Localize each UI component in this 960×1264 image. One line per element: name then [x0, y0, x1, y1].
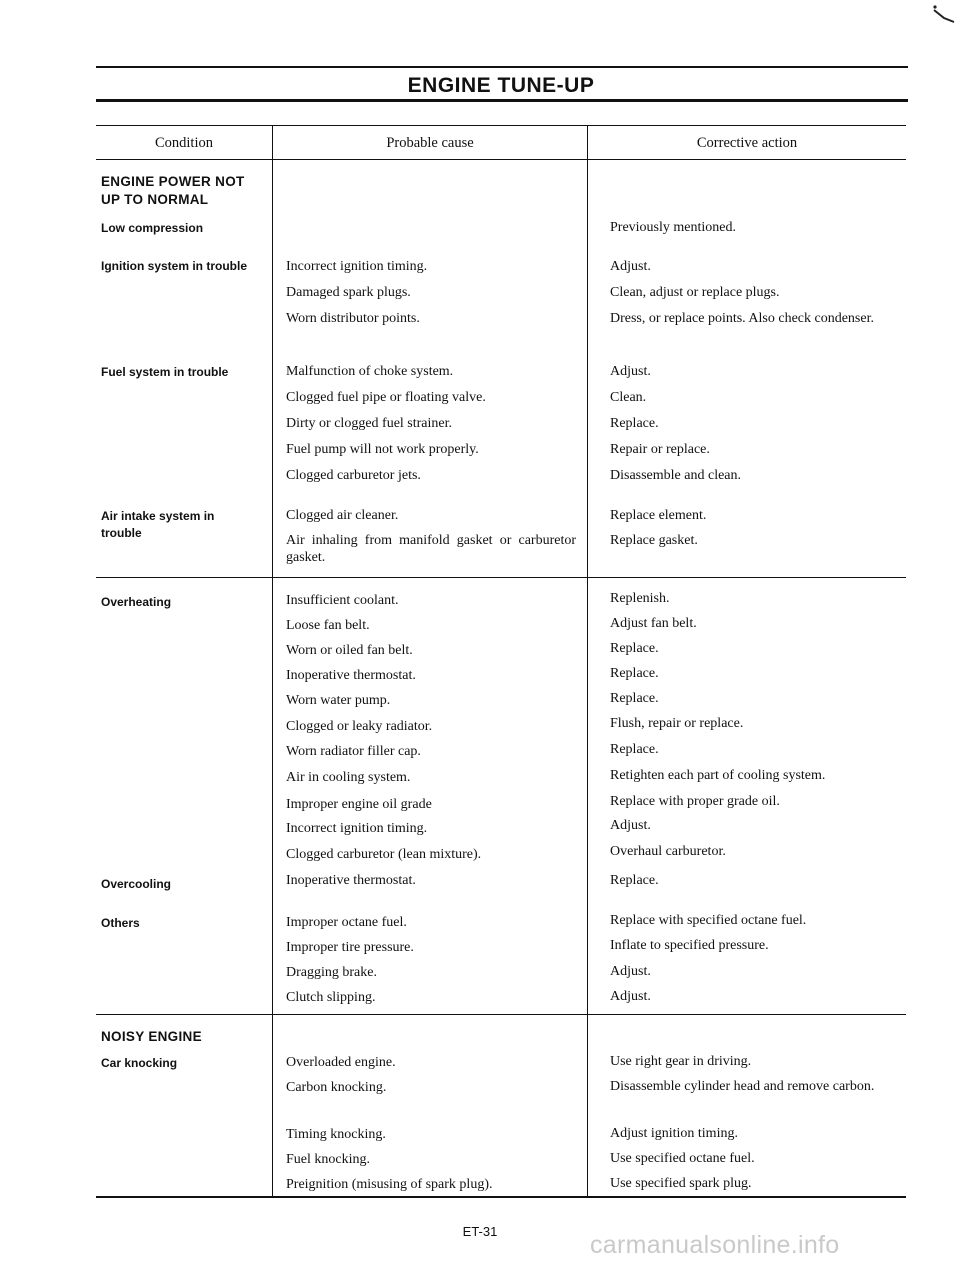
cause-item: Clogged or leaky radiator. — [286, 719, 433, 734]
action-item: Replace. — [610, 691, 659, 706]
action-item: Disassemble and clean. — [610, 468, 742, 483]
condition-car-knocking: Car knocking — [101, 1056, 178, 1070]
column-divider-right — [587, 125, 588, 1197]
condition-low-compression: Low compression — [101, 221, 204, 235]
action-item: Use right gear in driving. — [610, 1054, 752, 1069]
condition-others: Others — [101, 916, 140, 930]
section-heading-noisy-engine: NOISY ENGINE — [101, 1029, 202, 1044]
cause-item: Improper octane fuel. — [286, 915, 407, 930]
cause-item: Preignition (misusing of spark plug). — [286, 1177, 493, 1192]
cause-item: Fuel knocking. — [286, 1152, 370, 1167]
action-item: Inflate to specified pressure. — [610, 938, 769, 953]
column-divider-left — [272, 125, 273, 1197]
cause-item: Improper engine oil grade — [286, 797, 432, 812]
cause-item: Incorrect ignition timing. — [286, 259, 428, 274]
cause-item: Improper tire pressure. — [286, 940, 414, 955]
action-item: Use specified octane fuel. — [610, 1151, 755, 1166]
action-item: Adjust. — [610, 259, 651, 274]
action-item: Adjust fan belt. — [610, 616, 697, 631]
condition-overheating: Overheating — [101, 595, 172, 609]
cause-item: Damaged spark plugs. — [286, 285, 411, 300]
cause-item: Clogged fuel pipe or floating valve. — [286, 390, 486, 405]
action-item: Replace. — [610, 416, 659, 431]
page-title: ENGINE TUNE-UP — [407, 74, 595, 97]
action-item: Retighten each part of cooling system. — [610, 768, 826, 783]
action-item: Repair or replace. — [610, 442, 710, 457]
action-item: Use specified spark plug. — [610, 1176, 752, 1191]
cause-item: Worn water pump. — [286, 693, 391, 708]
cause-item: Malfunction of choke system. — [286, 364, 454, 379]
cause-item: Inoperative thermostat. — [286, 873, 416, 888]
action-item: Replace. — [610, 873, 659, 888]
condition-fuel-system: Fuel system in trouble — [101, 365, 229, 379]
cause-item: Clutch slipping. — [286, 990, 376, 1005]
action-item: Replace. — [610, 666, 659, 681]
cause-item: Clogged carburetor jets. — [286, 468, 421, 483]
page-number: ET-31 — [462, 1224, 498, 1239]
cause-item: Timing knocking. — [286, 1127, 386, 1142]
cause-item: Incorrect ignition timing. — [286, 821, 428, 836]
condition-overcooling: Overcooling — [101, 877, 172, 891]
cause-item: Air inhaling from manifold gasket or carburetor gasket. — [286, 533, 576, 565]
action-item: Replace. — [610, 742, 659, 757]
action-item: Replace gasket. — [610, 533, 698, 548]
cause-item: Carbon knocking. — [286, 1080, 387, 1095]
action-item: Clean, adjust or replace plugs. — [610, 285, 780, 300]
action-item: Clean. — [610, 390, 647, 405]
condition-ignition-system: Ignition system in trouble — [101, 259, 248, 273]
cause-item: Clogged carburetor (lean mixture). — [286, 847, 482, 862]
cause-item: Dragging brake. — [286, 965, 377, 980]
cause-item: Worn radiator filler cap. — [286, 744, 421, 759]
condition-air-intake: Air intake system in trouble — [101, 509, 215, 540]
action-item: Disassemble cylinder head and remove carbon. — [610, 1079, 875, 1094]
section-rule-2 — [96, 1014, 906, 1015]
cause-item: Loose fan belt. — [286, 618, 370, 633]
title-top-rule — [96, 66, 908, 68]
action-item: Flush, repair or replace. — [610, 716, 744, 731]
action-item: Replenish. — [610, 591, 670, 606]
action-low-compression: Previously mentioned. — [610, 220, 736, 235]
section-rule-1 — [96, 577, 906, 578]
action-item: Replace with specified octane fuel. — [610, 913, 807, 928]
header-probable-cause: Probable cause — [386, 135, 474, 151]
section-heading-engine-power: ENGINE POWER NOT UP TO NORMAL — [101, 174, 245, 207]
action-item: Adjust ignition timing. — [610, 1126, 738, 1141]
cause-item: Air in cooling system. — [286, 770, 411, 785]
header-corrective-action: Corrective action — [696, 135, 798, 151]
cause-item: Fuel pump will not work properly. — [286, 442, 479, 457]
watermark: carmanualsonline.info — [590, 1231, 840, 1259]
action-item: Adjust. — [610, 964, 651, 979]
corner-mark-icon — [928, 2, 958, 28]
title-bottom-rule — [96, 99, 908, 102]
cause-item: Worn or oiled fan belt. — [286, 643, 413, 658]
action-item: Adjust. — [610, 818, 651, 833]
action-item: Replace with proper grade oil. — [610, 794, 780, 809]
header-bottom-rule — [96, 159, 906, 160]
action-item: Replace element. — [610, 508, 707, 523]
cause-item: Dirty or clogged fuel strainer. — [286, 416, 453, 431]
action-item: Adjust. — [610, 364, 651, 379]
cause-item: Clogged air cleaner. — [286, 508, 399, 523]
table-top-rule — [96, 125, 906, 126]
action-item: Dress, or replace points. Also check condenser. — [610, 311, 874, 326]
table-bottom-rule — [96, 1196, 906, 1198]
cause-item: Overloaded engine. — [286, 1055, 396, 1070]
action-item: Adjust. — [610, 989, 651, 1004]
cause-item: Worn distributor points. — [286, 311, 420, 326]
action-item: Replace. — [610, 641, 659, 656]
cause-item: Inoperative thermostat. — [286, 668, 416, 683]
action-item: Overhaul carburetor. — [610, 844, 726, 859]
cause-item: Insufficient coolant. — [286, 593, 399, 608]
header-condition: Condition — [154, 135, 213, 151]
